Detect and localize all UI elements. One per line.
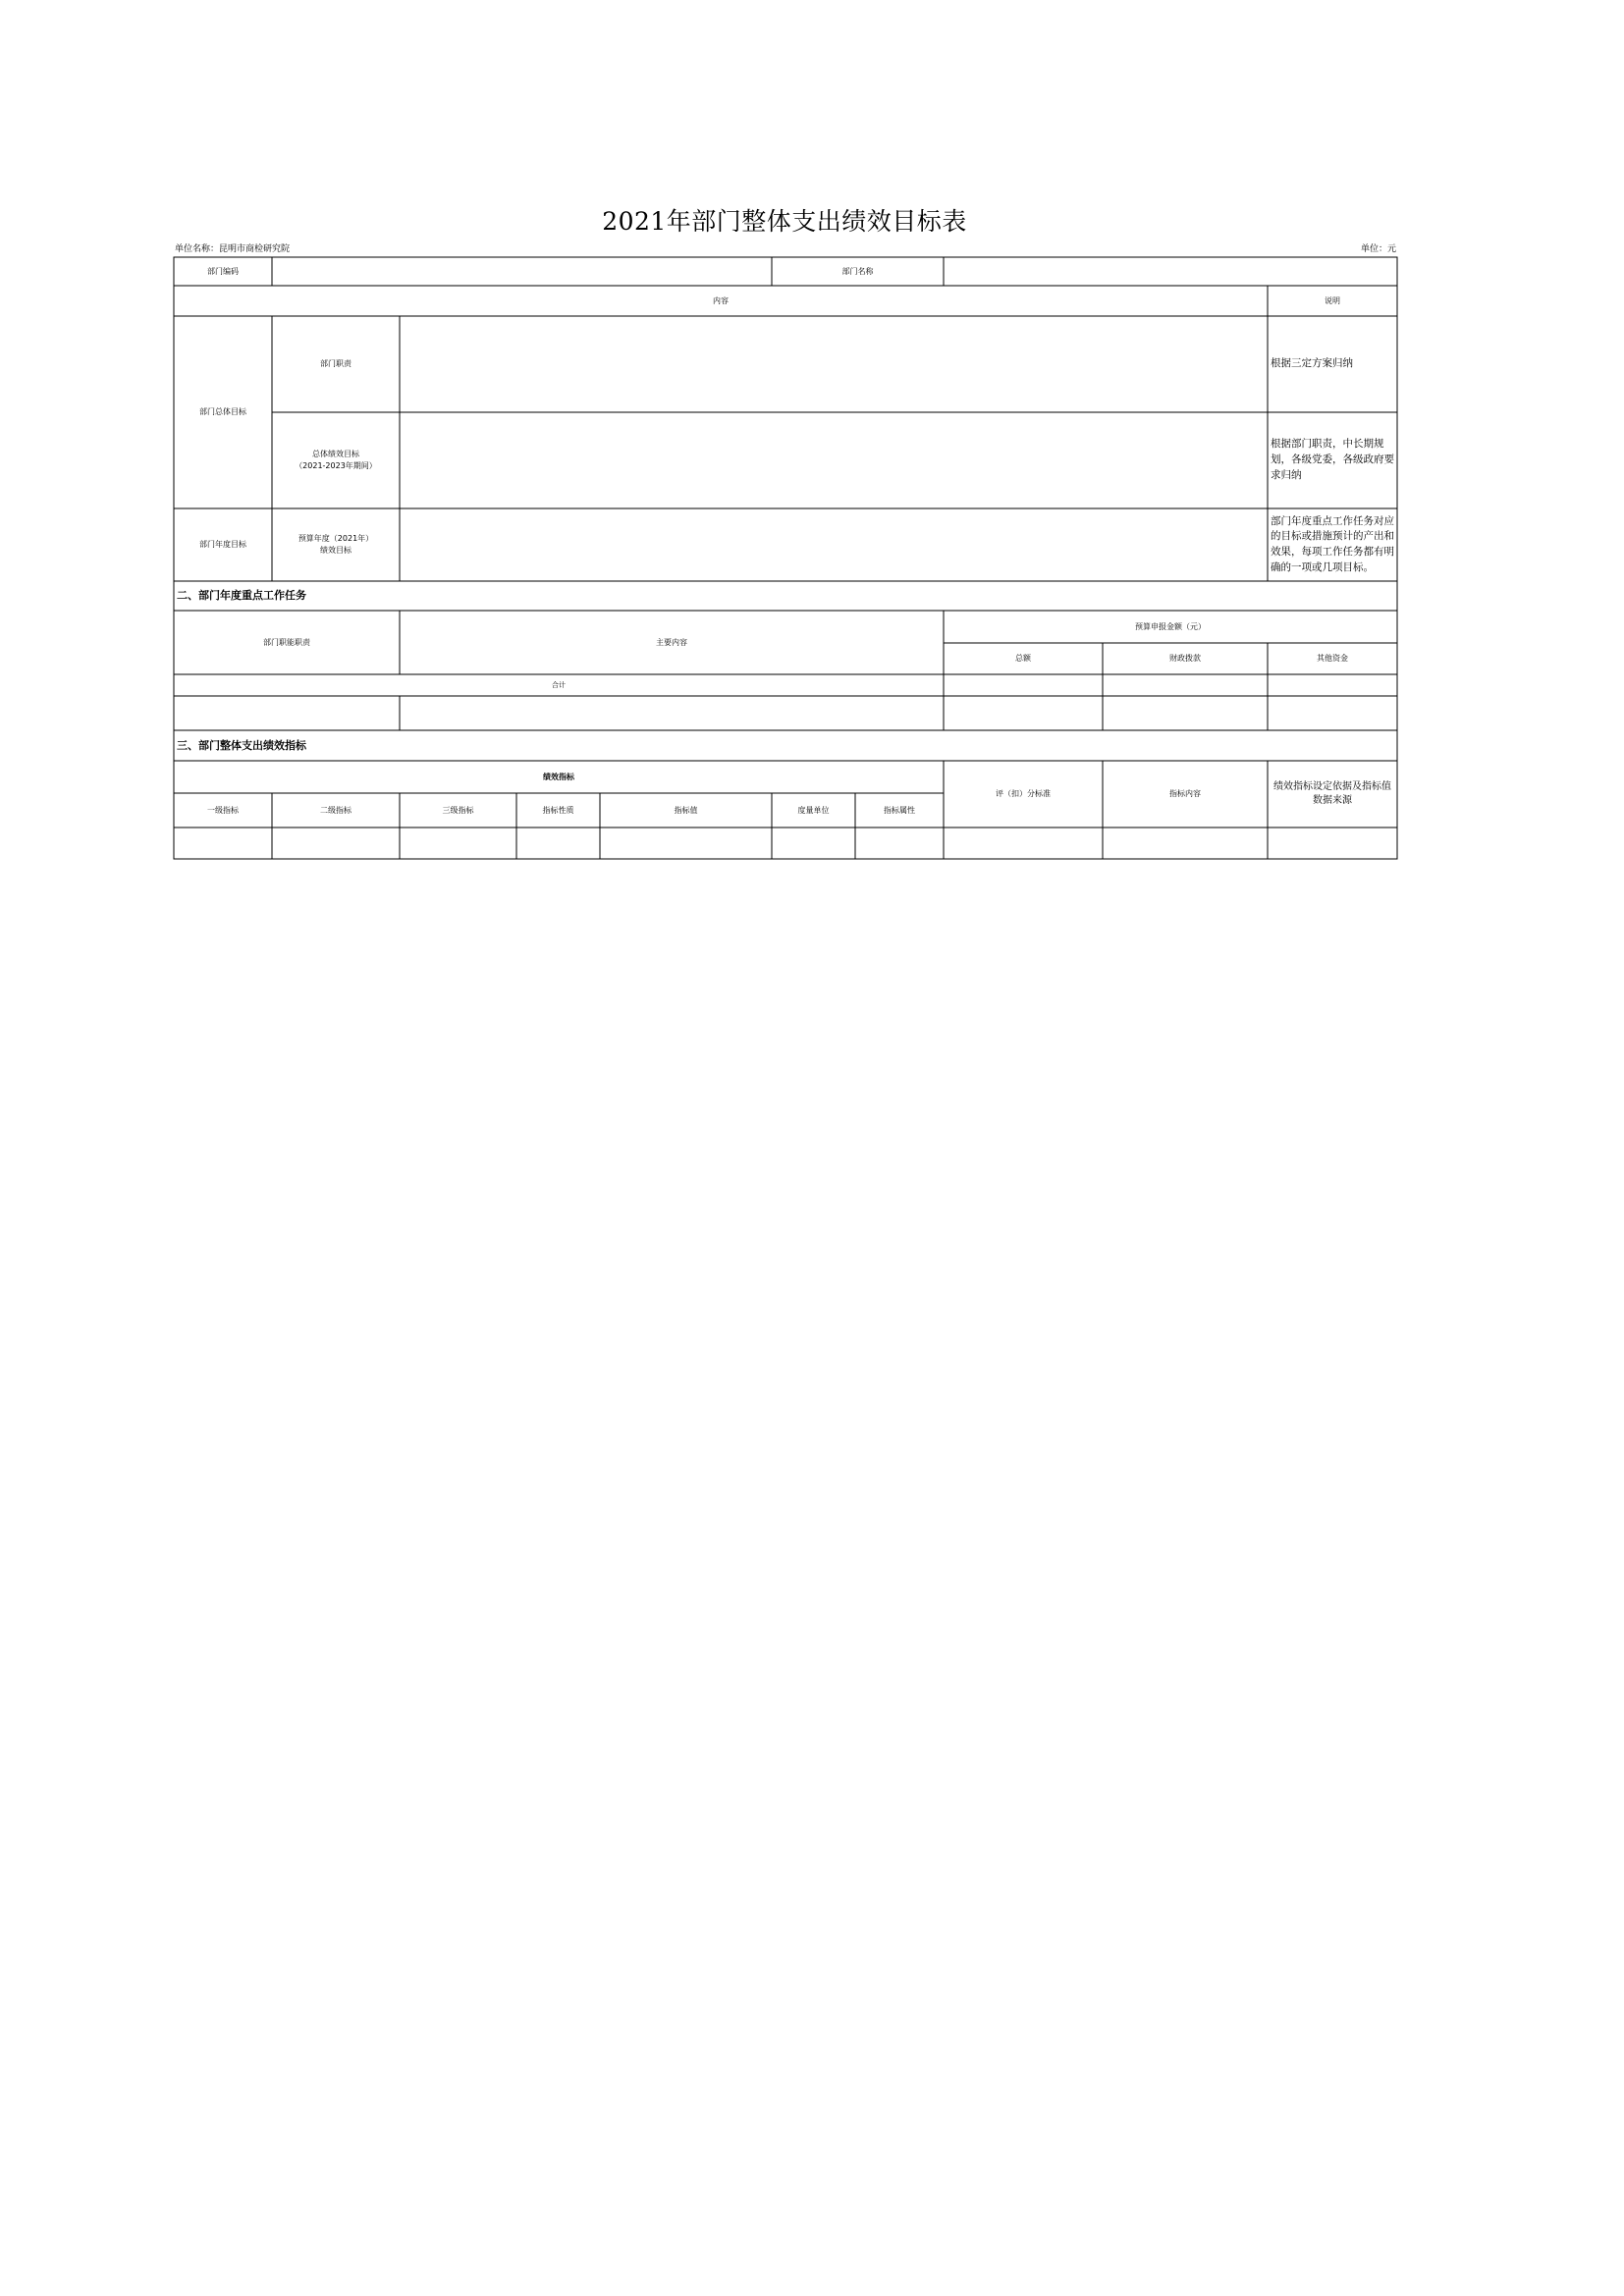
budget-year-label: 预算年度（2021年） 绩效目标 <box>298 534 374 555</box>
annual-goal-note: 部门年度重点工作任务对应的目标或措施预计的产出和效果，每项工作任务都有明确的一项或几项目标。 <box>1271 514 1394 573</box>
col-score-standard: 评（扣）分标准 <box>996 789 1051 799</box>
col-nature: 指标性质 <box>542 805 574 815</box>
col-main-content: 主要内容 <box>656 637 687 647</box>
total-row-label: 合计 <box>552 680 566 689</box>
dept-duty-field[interactable] <box>400 316 1268 412</box>
budget-year-field[interactable] <box>400 508 1268 581</box>
overall-perf-field[interactable] <box>400 412 1268 508</box>
total-other-field[interactable] <box>1268 674 1397 696</box>
col-total: 总额 <box>1015 654 1031 664</box>
dept-name-field[interactable] <box>944 257 1397 286</box>
task-other-field[interactable] <box>1268 696 1397 730</box>
overall-perf-note: 根据部门职责，中长期规划，各级党委，各级政府要求归纳 <box>1271 438 1394 481</box>
col-level2: 二级指标 <box>320 805 352 815</box>
content-header: 内容 <box>713 295 729 305</box>
dept-duty-label: 部门职责 <box>320 359 352 369</box>
total-fiscal-field[interactable] <box>1103 674 1268 696</box>
col-attribute: 指标属性 <box>884 805 915 815</box>
indicator-data-row[interactable] <box>174 828 1397 859</box>
overall-goal-label: 部门总体目标 <box>199 407 246 417</box>
task-content-field[interactable] <box>400 696 944 730</box>
col-level3: 三级指标 <box>442 805 474 815</box>
overall-perf-label: 总体绩效目标 （2021-2023年期间） <box>295 450 377 470</box>
dept-name-label: 部门名称 <box>841 266 874 276</box>
unit-name: 单位名称：昆明市商检研究院 <box>175 244 291 254</box>
col-dept-duty: 部门职能职责 <box>263 637 310 647</box>
col-indicator-content: 指标内容 <box>1169 789 1201 799</box>
col-value: 指标值 <box>674 805 698 815</box>
dept-duty-note: 根据三定方案归纳 <box>1271 357 1353 370</box>
col-other-funds: 其他资金 <box>1317 654 1348 664</box>
task-duty-field[interactable] <box>174 696 400 730</box>
col-level1: 一级指标 <box>207 805 239 815</box>
col-indicator-basis: 绩效指标设定依据及指标值数据来源 <box>1273 780 1391 806</box>
task-fiscal-field[interactable] <box>1103 696 1268 730</box>
page-title: 2021年部门整体支出绩效目标表 <box>602 207 967 236</box>
col-budget-amount: 预算申报金额（元） <box>1135 621 1206 631</box>
total-amount-field[interactable] <box>944 674 1103 696</box>
note-header: 说明 <box>1325 295 1340 305</box>
section3-title: 三、部门整体支出绩效指标 <box>177 738 306 752</box>
dept-code-label: 部门编码 <box>207 266 239 276</box>
dept-code-field[interactable] <box>272 257 772 286</box>
col-fiscal: 财政拨款 <box>1169 654 1201 664</box>
annual-goal-label: 部门年度目标 <box>199 540 246 550</box>
section2-title: 二、部门年度重点工作任务 <box>177 589 306 603</box>
col-unit: 度量单位 <box>797 805 830 815</box>
perf-indicators-header: 绩效指标 <box>543 772 574 781</box>
unit-measure: 单位：元 <box>1360 244 1396 254</box>
task-total-field[interactable] <box>944 696 1103 730</box>
